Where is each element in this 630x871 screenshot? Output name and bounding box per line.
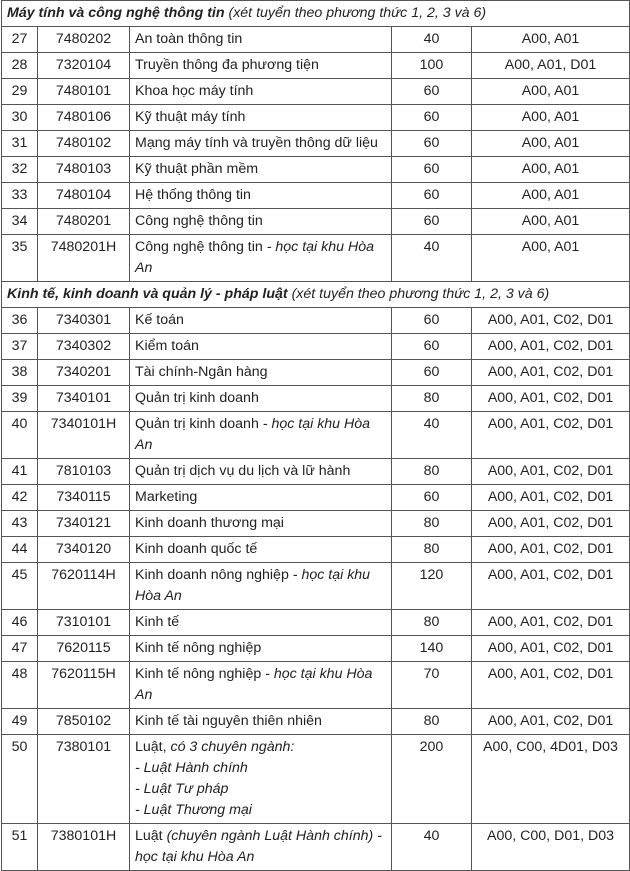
subject-combinations: A00, A01, D01 xyxy=(472,53,630,79)
table-row xyxy=(2,412,630,459)
subject-combinations: A00, A01, C02, D01 xyxy=(472,334,630,360)
row-number: 27 xyxy=(2,27,38,53)
program-name: Kỹ thuật máy tính xyxy=(135,109,246,125)
program-code: 7310101 xyxy=(38,610,130,636)
program-name-suffix: - học tại khu Hòa An xyxy=(135,416,371,453)
program-name: Kinh tế nông nghiệp xyxy=(135,666,262,682)
program-name-cell xyxy=(130,563,392,610)
group-title: Máy tính và công nghệ thông tin xyxy=(7,5,225,21)
program-name-cell xyxy=(130,308,392,334)
program-name: Kỹ thuật phần mềm xyxy=(135,161,259,177)
quota: 140 xyxy=(392,636,472,662)
quota: 80 xyxy=(392,511,472,537)
row-number: 30 xyxy=(2,105,38,131)
subject-combinations: A00, A01, C02, D01 xyxy=(472,511,630,537)
program-code: 7480106 xyxy=(38,105,130,131)
row-number: 41 xyxy=(2,459,38,485)
quota: 40 xyxy=(392,412,472,459)
table-row xyxy=(2,511,630,537)
subject-combinations: A00, A01, C02, D01 xyxy=(472,412,630,459)
group-header-row xyxy=(2,1,630,27)
program-name-suffix: (chuyên ngành Luật Hành chính) - học tại khu Hòa An xyxy=(135,828,382,865)
quota: 100 xyxy=(392,53,472,79)
program-name: Tài chính-Ngân hàng xyxy=(135,364,268,380)
program-code: 7480103 xyxy=(38,157,130,183)
program-code: 7380101H xyxy=(38,824,130,871)
program-name: Khoa học máy tính xyxy=(135,83,254,99)
program-code: 7340120 xyxy=(38,537,130,563)
program-name-cell xyxy=(130,235,392,282)
group-header-row xyxy=(2,282,630,308)
program-name: Kinh tế xyxy=(135,614,180,630)
program-name-suffix: - học tại khu Hòa An xyxy=(135,666,373,703)
quota: 40 xyxy=(392,235,472,282)
table-row xyxy=(2,459,630,485)
program-name-cell xyxy=(130,209,392,235)
program-code: 7620115 xyxy=(38,636,130,662)
program-code: 7480102 xyxy=(38,131,130,157)
quota: 60 xyxy=(392,105,472,131)
table-row xyxy=(2,824,630,871)
table-row xyxy=(2,537,630,563)
subject-combinations: A00, C00, 4D01, D03 xyxy=(472,735,630,824)
program-name: Quản trị kinh doanh xyxy=(135,416,259,432)
table-row xyxy=(2,386,630,412)
quota: 60 xyxy=(392,360,472,386)
row-number: 37 xyxy=(2,334,38,360)
table-row xyxy=(2,709,630,735)
subject-combinations: A00, A01, C02, D01 xyxy=(472,563,630,610)
program-name-cell xyxy=(130,79,392,105)
program-name-cell xyxy=(130,131,392,157)
program-code: 7340101 xyxy=(38,386,130,412)
program-name: Quản trị kinh doanh xyxy=(135,390,259,406)
program-name-cell xyxy=(130,334,392,360)
program-name: Truyền thông đa phương tiện xyxy=(135,57,319,73)
row-number: 44 xyxy=(2,537,38,563)
program-name-cell xyxy=(130,27,392,53)
program-name-suffix: - học tại khu Hòa An xyxy=(135,567,371,604)
quota: 80 xyxy=(392,709,472,735)
program-name-cell xyxy=(130,412,392,459)
row-number: 46 xyxy=(2,610,38,636)
program-name-cell xyxy=(130,183,392,209)
quota: 80 xyxy=(392,386,472,412)
program-name-cell xyxy=(130,105,392,131)
subject-combinations: A00, A01 xyxy=(472,183,630,209)
quota: 60 xyxy=(392,485,472,511)
table-row xyxy=(2,53,630,79)
program-code: 7480201H xyxy=(38,235,130,282)
subject-combinations: A00, A01, C02, D01 xyxy=(472,485,630,511)
row-number: 29 xyxy=(2,79,38,105)
program-name-cell xyxy=(130,459,392,485)
program-code: 7340115 xyxy=(38,485,130,511)
quota: 60 xyxy=(392,131,472,157)
row-number: 31 xyxy=(2,131,38,157)
group-header-cell xyxy=(2,1,630,27)
quota: 80 xyxy=(392,610,472,636)
row-number: 47 xyxy=(2,636,38,662)
subject-combinations: A00, A01 xyxy=(472,235,630,282)
quota: 60 xyxy=(392,157,472,183)
program-name-cell xyxy=(130,537,392,563)
table-row xyxy=(2,636,630,662)
program-name-cell xyxy=(130,735,392,824)
program-code: 7620114H xyxy=(38,563,130,610)
row-number: 39 xyxy=(2,386,38,412)
quota: 60 xyxy=(392,79,472,105)
specialization-item: - Luật Hành chính xyxy=(135,760,248,776)
row-number: 35 xyxy=(2,235,38,282)
program-name-cell xyxy=(130,636,392,662)
row-number: 33 xyxy=(2,183,38,209)
program-name: Kinh doanh thương mại xyxy=(135,515,284,531)
row-number: 38 xyxy=(2,360,38,386)
row-number: 36 xyxy=(2,308,38,334)
program-name: Luật xyxy=(135,828,167,844)
quota: 60 xyxy=(392,308,472,334)
row-number: 42 xyxy=(2,485,38,511)
subject-combinations: A00, C00, D01, D03 xyxy=(472,824,630,871)
program-name-cell xyxy=(130,386,392,412)
program-name: Công nghệ thông tin xyxy=(135,239,263,255)
group-title: Kinh tế, kinh doanh và quản lý - pháp luật xyxy=(7,286,288,302)
program-name: Kinh doanh quốc tế xyxy=(135,541,258,557)
program-name: Luật, xyxy=(135,739,171,755)
subject-combinations: A00, A01 xyxy=(472,157,630,183)
table-row xyxy=(2,610,630,636)
table-row xyxy=(2,27,630,53)
row-number: 34 xyxy=(2,209,38,235)
row-number: 43 xyxy=(2,511,38,537)
subject-combinations: A00, A01, C02, D01 xyxy=(472,360,630,386)
table-row xyxy=(2,735,630,824)
row-number: 50 xyxy=(2,735,38,824)
table-row xyxy=(2,662,630,709)
program-name-cell xyxy=(130,511,392,537)
program-name-cell xyxy=(130,662,392,709)
subject-combinations: A00, A01 xyxy=(472,27,630,53)
table-row xyxy=(2,360,630,386)
program-code: 7340301 xyxy=(38,308,130,334)
program-name-cell xyxy=(130,157,392,183)
program-name-suffix: có 3 chuyên ngành: xyxy=(170,739,295,755)
subject-combinations: A00, A01 xyxy=(472,131,630,157)
program-name: Kiểm toán xyxy=(135,338,199,354)
table-row xyxy=(2,308,630,334)
program-name-cell xyxy=(130,824,392,871)
table-row xyxy=(2,209,630,235)
table-row xyxy=(2,485,630,511)
program-name: An toàn thông tin xyxy=(135,31,243,47)
row-number: 45 xyxy=(2,563,38,610)
program-code: 7340121 xyxy=(38,511,130,537)
group-header-cell xyxy=(2,282,630,308)
row-number: 40 xyxy=(2,412,38,459)
group-note: (xét tuyển theo phương thức 1, 2, 3 và 6) xyxy=(224,5,487,21)
table-row xyxy=(2,183,630,209)
program-code: 7340101H xyxy=(38,412,130,459)
row-number: 28 xyxy=(2,53,38,79)
subject-combinations: A00, A01 xyxy=(472,105,630,131)
program-name-cell xyxy=(130,610,392,636)
program-name: Kinh tế nông nghiệp xyxy=(135,640,262,656)
row-number: 48 xyxy=(2,662,38,709)
quota: 70 xyxy=(392,662,472,709)
program-code: 7340302 xyxy=(38,334,130,360)
table-row xyxy=(2,105,630,131)
subject-combinations: A00, A01, C02, D01 xyxy=(472,610,630,636)
quota: 80 xyxy=(392,459,472,485)
program-name: Hệ thống thông tin xyxy=(135,187,251,203)
quota: 200 xyxy=(392,735,472,824)
table-row xyxy=(2,334,630,360)
program-code: 7480201 xyxy=(38,209,130,235)
program-code: 7320104 xyxy=(38,53,130,79)
subject-combinations: A00, A01, C02, D01 xyxy=(472,636,630,662)
program-code: 7620115H xyxy=(38,662,130,709)
specialization-item: - Luật Tư pháp xyxy=(135,781,229,797)
table-row xyxy=(2,235,630,282)
program-code: 7810103 xyxy=(38,459,130,485)
subject-combinations: A00, A01, C02, D01 xyxy=(472,459,630,485)
program-code: 7380101 xyxy=(38,735,130,824)
table-row xyxy=(2,157,630,183)
quota: 60 xyxy=(392,209,472,235)
quota: 60 xyxy=(392,334,472,360)
program-name-cell xyxy=(130,360,392,386)
quota: 80 xyxy=(392,537,472,563)
table-row xyxy=(2,131,630,157)
subject-combinations: A00, A01, C02, D01 xyxy=(472,662,630,709)
quota: 40 xyxy=(392,27,472,53)
group-note: (xét tuyển theo phương thức 1, 2, 3 và 6) xyxy=(287,286,550,302)
row-number: 49 xyxy=(2,709,38,735)
program-name: Công nghệ thông tin xyxy=(135,213,263,229)
subject-combinations: A00, A01, C02, D01 xyxy=(472,308,630,334)
program-name: Quản trị dịch vụ du lịch và lữ hành xyxy=(135,463,351,479)
program-name-cell xyxy=(130,709,392,735)
program-name: Marketing xyxy=(135,489,198,505)
program-name-cell xyxy=(130,485,392,511)
program-code: 7340201 xyxy=(38,360,130,386)
program-name: Mạng máy tính và truyền thông dữ liệu xyxy=(135,135,378,151)
program-name: Kinh doanh nông nghiệp xyxy=(135,567,289,583)
table-row xyxy=(2,79,630,105)
subject-combinations: A00, A01, C02, D01 xyxy=(472,537,630,563)
program-name: Kinh tế tài nguyên thiên nhiên xyxy=(135,713,322,729)
table-row xyxy=(2,563,630,610)
program-name: Kế toán xyxy=(135,312,184,328)
program-name-suffix: - học tại khu Hòa An xyxy=(135,239,374,276)
program-code: 7480101 xyxy=(38,79,130,105)
program-code: 7480104 xyxy=(38,183,130,209)
program-name-cell xyxy=(130,53,392,79)
admissions-table xyxy=(1,0,630,871)
subject-combinations: A00, A01, C02, D01 xyxy=(472,386,630,412)
quota: 60 xyxy=(392,183,472,209)
quota: 120 xyxy=(392,563,472,610)
row-number: 51 xyxy=(2,824,38,871)
program-code: 7480202 xyxy=(38,27,130,53)
row-number: 32 xyxy=(2,157,38,183)
program-code: 7850102 xyxy=(38,709,130,735)
specialization-item: - Luật Thương mại xyxy=(135,802,252,818)
subject-combinations: A00, A01 xyxy=(472,209,630,235)
subject-combinations: A00, A01, C02, D01 xyxy=(472,709,630,735)
quota: 40 xyxy=(392,824,472,871)
subject-combinations: A00, A01 xyxy=(472,79,630,105)
